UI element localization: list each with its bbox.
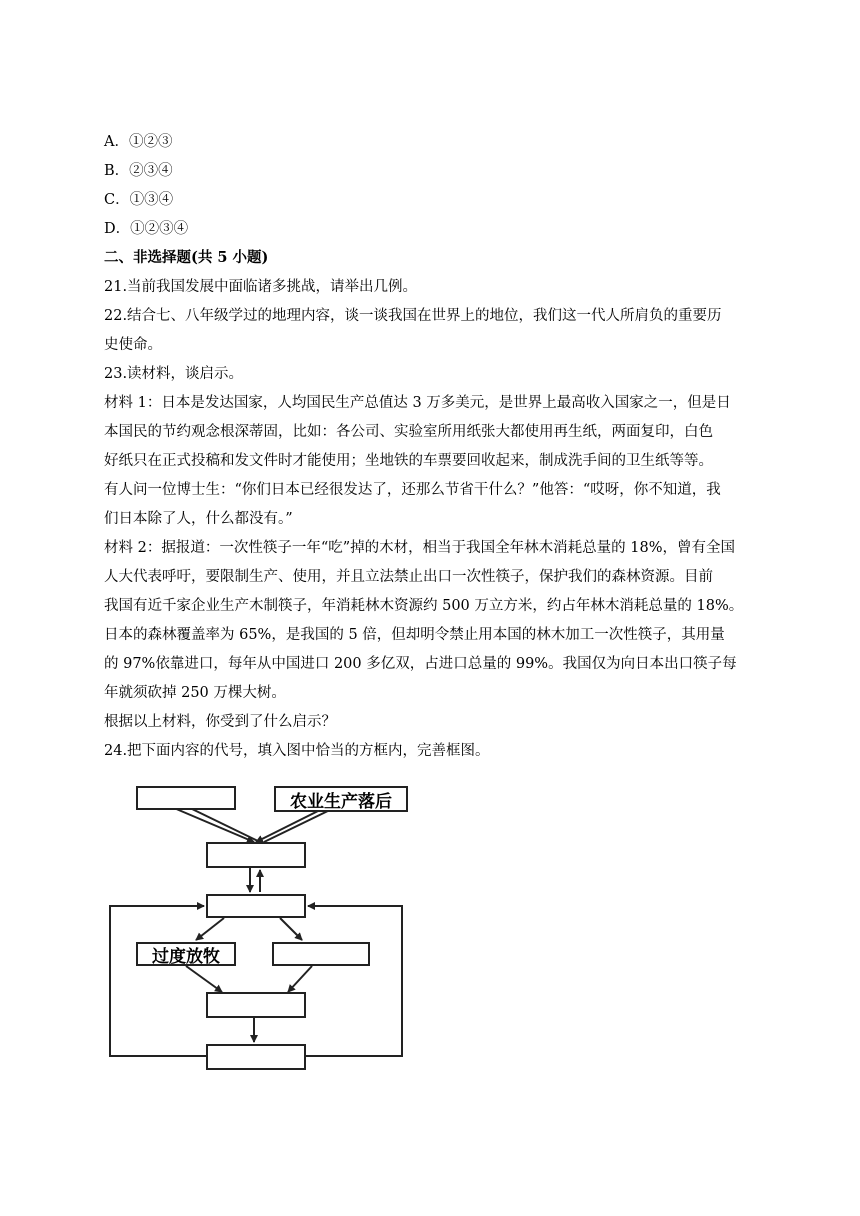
empty-box-top-left[interactable] bbox=[136, 786, 236, 810]
material-1-line: 材料 1：日本是发达国家，人均国民生产总值达 3 万多美元，是世界上最高收入国家之一，但是日 bbox=[104, 395, 731, 411]
question-23-title: 23.读材料，谈启示。 bbox=[104, 366, 244, 382]
empty-box-1[interactable] bbox=[206, 842, 306, 868]
material-1-line: 好纸只在正式投稿和发文件时才能使用；坐地铁的车票要回收起来，制成洗手间的卫生纸等等。 bbox=[104, 453, 713, 469]
material-2-line: 我国有近千家企业生产木制筷子，年消耗林木资源约 500 万立方米，约占年林木消耗总量的 18%。 bbox=[104, 598, 744, 614]
option-d: D．①②③④ bbox=[104, 221, 189, 237]
option-b: B．②③④ bbox=[104, 163, 173, 179]
question-21: 21.当前我国发展中面临诸多挑战，请举出几例。 bbox=[104, 279, 418, 295]
material-2-line: 年就须砍掉 250 万棵大树。 bbox=[104, 685, 286, 701]
empty-box-3[interactable] bbox=[206, 992, 306, 1018]
material-2-line: 人大代表呼吁，要限制生产、使用，并且立法禁止出口一次性筷子，保护我们的森林资源。目前 bbox=[104, 569, 713, 585]
question-24: 24.把下面内容的代号，填入图中恰当的方框内，完善框图。 bbox=[104, 743, 490, 759]
section-title: 二、非选择题(共 5 小题) bbox=[104, 249, 269, 266]
empty-box-4[interactable] bbox=[206, 1044, 306, 1070]
box-agriculture-backward: 农业生产落后 bbox=[274, 786, 408, 812]
material-2-line: 的 97%依靠进口，每年从中国进口 200 多亿双，占进口总量的 99%。我国仅为向日本出口筷子每 bbox=[104, 656, 737, 672]
empty-box-2[interactable] bbox=[206, 894, 306, 918]
flow-connectors bbox=[104, 782, 416, 1072]
question-22-line-1: 22.结合七、八年级学过的地理内容，谈一谈我国在世界上的地位，我们这一代人所肩负的重要历 bbox=[104, 308, 722, 324]
material-1-line: 们日本除了人，什么都没有。” bbox=[104, 511, 293, 527]
question-22-line-2: 史使命。 bbox=[104, 337, 162, 353]
material-1-line: 本国民的节约观念根深蒂固，比如：各公司、实验室所用纸张大都使用再生纸，两面复印，白色 bbox=[104, 424, 713, 440]
option-a: A．①②③ bbox=[104, 134, 173, 150]
option-c: C．①③④ bbox=[104, 192, 174, 208]
question-23-prompt: 根据以上材料，你受到了什么启示？ bbox=[104, 714, 336, 730]
flow-diagram bbox=[104, 782, 416, 1072]
box-overgrazing: 过度放牧 bbox=[136, 942, 236, 966]
material-2-line: 材料 2：据报道：一次性筷子一年“吃”掉的木材，相当于我国全年林木消耗总量的 18%，曾有全国 bbox=[104, 540, 735, 556]
material-1-line: 有人问一位博士生：“你们日本已经很发达了，还那么节省干什么？”他答：“哎呀，你不知道，我 bbox=[104, 482, 721, 498]
empty-box-mid-right[interactable] bbox=[272, 942, 370, 966]
material-2-line: 日本的森林覆盖率为 65%，是我国的 5 倍，但却明令禁止用本国的林木加工一次性筷子，其用量 bbox=[104, 627, 725, 643]
